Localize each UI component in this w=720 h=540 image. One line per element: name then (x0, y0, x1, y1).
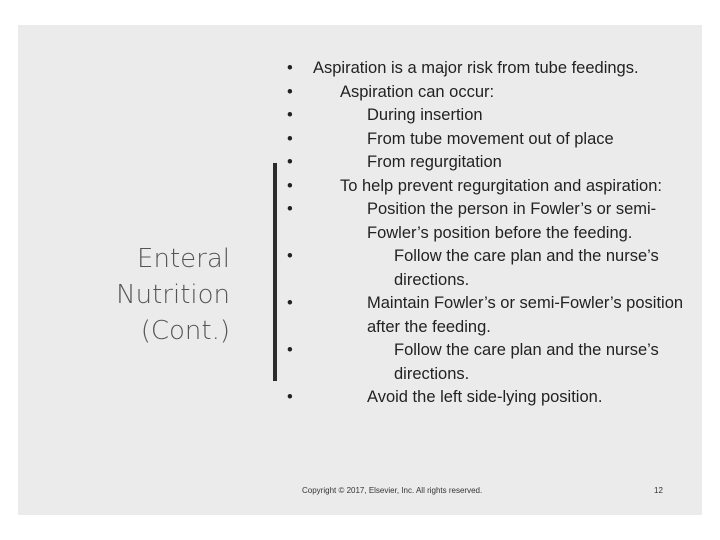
bullet-item: • From regurgitation (300, 151, 690, 175)
bullet-item: • To help prevent regurgitation and aspiration: (300, 175, 690, 199)
bullet-item: • During insertion (300, 104, 690, 128)
bullet-item: • Aspiration can occur: (300, 81, 690, 105)
slide (18, 25, 702, 515)
bullet-item: • From tube movement out of place (300, 128, 690, 152)
bullet-item: • Aspiration is a major risk from tube feedings. (300, 57, 690, 81)
bullet-item: • Maintain Fowler’s or semi-Fowler’s position after the feeding. (300, 292, 690, 339)
copyright-footer: Copyright © 2017, Elsevier, Inc. All rights reserved. (302, 486, 483, 495)
bullet-item: • Follow the care plan and the nurse’s directions. (300, 339, 690, 386)
vertical-divider (273, 163, 277, 381)
slide-title (30, 241, 230, 349)
title-line-3: (Cont.) (140, 316, 230, 346)
title-line-2: Nutrition (116, 280, 230, 310)
bullet-item: • Avoid the left side-lying position. (300, 386, 690, 410)
bullet-list (300, 57, 690, 410)
bullet-item: • Position the person in Fowler’s or semi-Fowler’s position before the feeding. (300, 198, 690, 245)
page-number: 12 (654, 486, 663, 495)
title-line-1: Enteral (137, 244, 230, 274)
bullet-item: • Follow the care plan and the nurse’s directions. (300, 245, 690, 292)
